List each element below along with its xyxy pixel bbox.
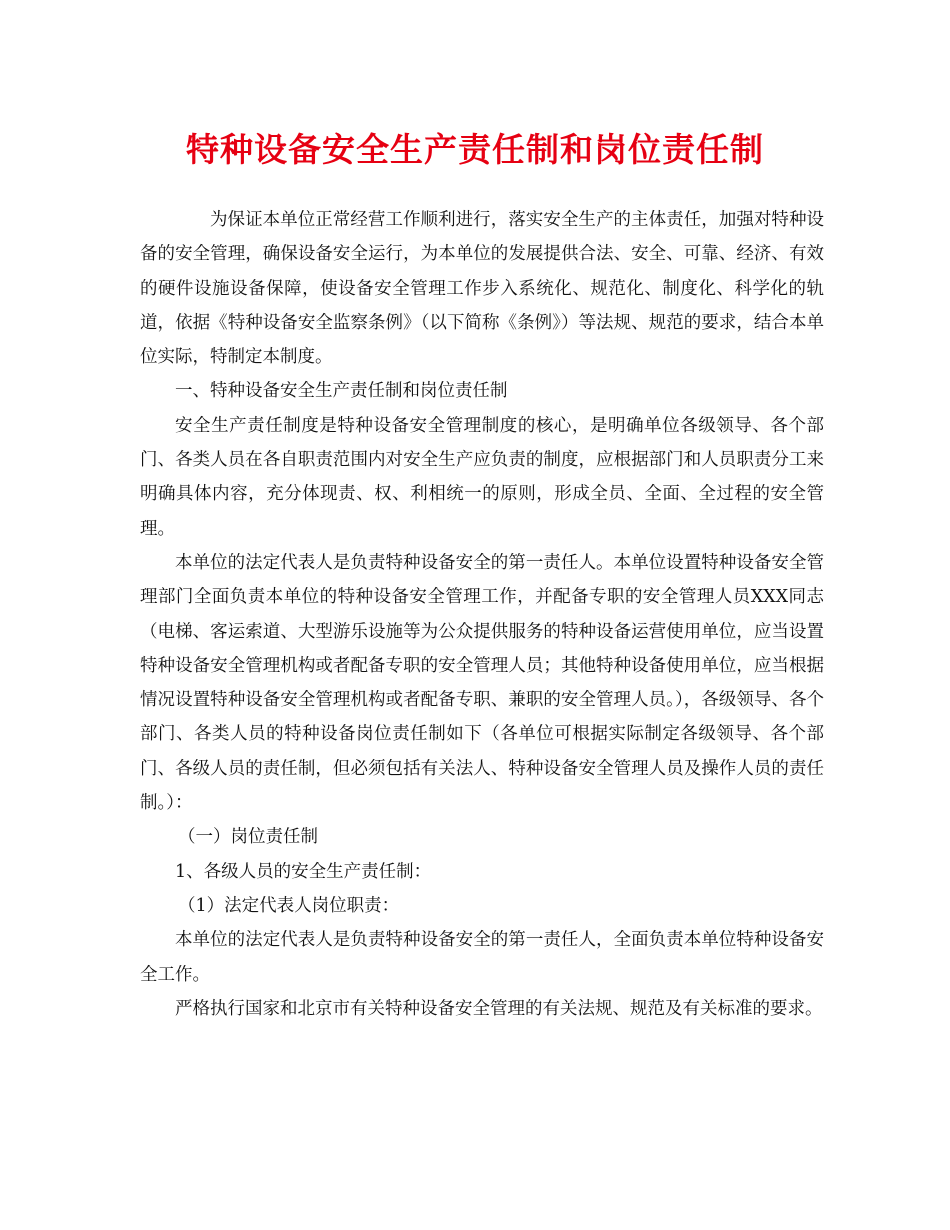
section-heading-1: 一、特种设备安全生产责任制和岗位责任制 [175, 381, 508, 402]
item-heading-1-1: （1）法定代表人岗位职责： [178, 895, 400, 916]
paragraph-comply-regulations: 严格执行国家和北京市有关特种设备安全管理的有关法规、规范及有关标准的要求。 [175, 998, 823, 1019]
paragraph-first-responsible: 本单位的法定代表人是负责特种设备安全的第一责任人，全面负责本单位特种设备安全工作。 [140, 930, 824, 985]
paragraph-legal-representative: 本单位的法定代表人是负责特种设备安全的第一责任人。本单位设置特种设备安全管理部门全面负责本单位的特种设备安全管理工作，并配备专职的安全管理人员XXX同志（电梯、客运索道、大型游乐设施等为公众提供服务的特种设备运营使用单位，应当设置特种设备安全管理机构或者配备专职的安全管理人员；其他特种设备使用单位，应当根据情况设置特种设备安全管理机构或者配备专职、兼职的安全管理人员。），各级领导、各个部门、各类人员的特种设备岗位责任制如下（各单位可根据实际制定各级领导、各个部门、各级人员的责任制，但必须包括有关法人、特种设备安全管理人员及操作人员的责任制。）： [140, 552, 824, 814]
item-heading-1: 1、各级人员的安全生产责任制： [175, 861, 432, 882]
paragraph-responsibility-system: 安全生产责任制度是特种设备安全管理制度的核心，是明确单位各级领导、各个部门、各类人员在各自职责范围内对安全生产应负责的制度，应根据部门和人员职责分工来明确具体内容，充分体现责、权、利相统一的原则，形成全员、全面、全过程的安全管理。 [140, 415, 824, 539]
document-title: 特种设备安全生产责任制和岗位责任制 [186, 130, 764, 169]
subsection-heading-1: （一）岗位责任制 [178, 827, 318, 848]
document-body [140, 203, 824, 1026]
paragraph-intro: 为保证本单位正常经营工作顺利进行，落实安全生产的主体责任，加强对特种设备的安全管理，确保设备安全运行，为本单位的发展提供合法、安全、可靠、经济、有效的硬件设施设备保障，使设备安全管理工作步入系统化、规范化、制度化、科学化的轨道，依据《特种设备安全监察条例》（以下简称《条例》）等法规、规范的要求，结合本单位实际，特制定本制度。 [140, 210, 824, 368]
